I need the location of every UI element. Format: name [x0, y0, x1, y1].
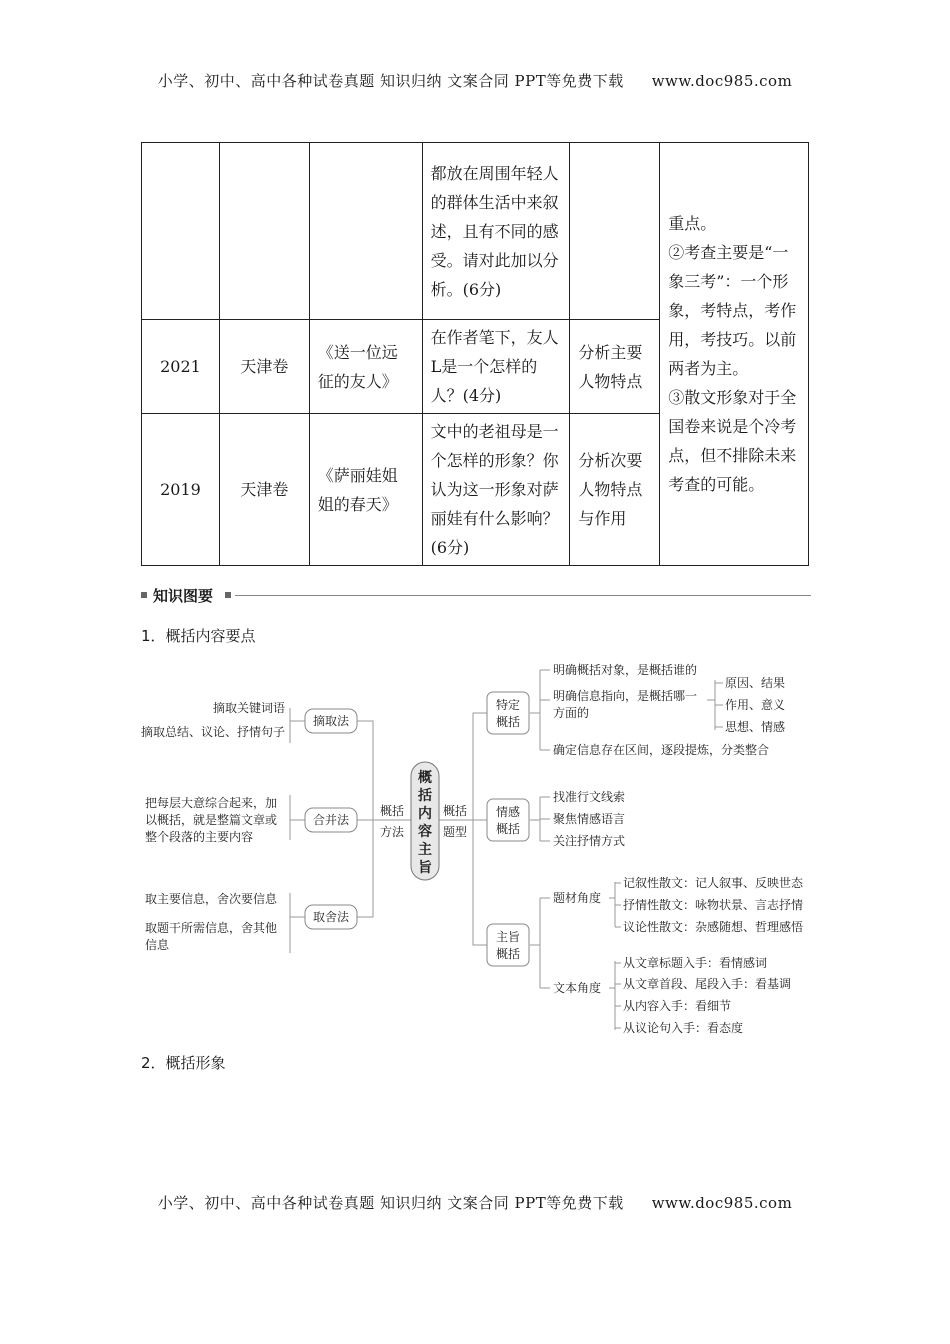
type-subitem-text: 思想、情感	[725, 720, 786, 734]
method-label: 概括	[379, 804, 405, 818]
type-label: 题型	[442, 825, 468, 839]
connector-line	[290, 893, 305, 953]
point-cell: 分析次要人物特点与作用	[570, 414, 660, 566]
connector-line	[609, 961, 621, 1030]
type-item-text: 明确信息指向，是概括哪一	[553, 689, 698, 703]
type-name: 概括	[495, 715, 521, 729]
section-divider	[235, 595, 811, 596]
heading-content-points: 1．概括内容要点	[141, 627, 256, 645]
type-subitem-text: 作用、意义	[725, 698, 786, 712]
method-name: 取舍法	[312, 910, 350, 924]
year-cell: 2019	[142, 414, 220, 566]
paper-cell: 天津卷	[219, 414, 309, 566]
type-name: 概括	[495, 822, 521, 836]
header-text: 小学、初中、高中各种试卷真题 知识归纳 文案合同 PPT等免费下载	[157, 72, 624, 90]
notes-cell	[660, 143, 809, 566]
method-item-text: 取主要信息，舍次要信息	[145, 892, 278, 906]
method-item-text: 整个段落的主要内容	[145, 830, 254, 844]
type-subitem-text: 从内容入手：看细节	[623, 999, 732, 1013]
type-item-text: 明确概括对象，是概括谁的	[553, 663, 698, 677]
mind-map	[135, 655, 815, 1045]
point-cell	[570, 143, 660, 320]
title-cell: 《萨丽娃姐姐的春天》	[309, 414, 422, 566]
center-char: 容	[418, 824, 432, 840]
connector-line	[530, 898, 550, 988]
type-subitem-text: 从文章首段、尾段入手：看基调	[623, 977, 792, 991]
type-name: 主旨	[495, 930, 521, 944]
heading-image: 2．概括形象	[141, 1054, 226, 1072]
type-sub-heading: 题材角度	[553, 891, 602, 905]
header-url[interactable]: www.doc985.com	[651, 72, 793, 90]
type-item-text: 方面的	[553, 706, 590, 720]
connector-line	[290, 795, 305, 840]
type-item-text: 找准行文线索	[553, 790, 626, 804]
point-cell: 分析主要人物特点	[570, 320, 660, 414]
question-cell: 都放在周围年轻人的群体生活中来叙述，且有不同的感受。请对此加以分析。(6分)	[422, 143, 570, 320]
connector-line	[707, 680, 723, 730]
method-item-text: 把每层大意综合起来，加	[145, 796, 278, 810]
method-item-text: 取题干所需信息，舍其他	[145, 921, 278, 935]
type-sub-heading: 文本角度	[553, 981, 602, 995]
type-label: 概括	[442, 804, 468, 818]
connector-line	[530, 797, 550, 841]
connector-line	[290, 708, 305, 743]
type-item-text: 确定信息存在区间，逐段提炼，分类整合	[553, 743, 770, 757]
type-item-text: 聚焦情感语言	[553, 812, 626, 826]
title-cell: 《送一位远征的友人》	[309, 320, 422, 414]
method-item-text: 以概括，就是整篇文章或	[145, 813, 278, 827]
paper-cell	[219, 143, 309, 320]
connector-line	[609, 882, 621, 927]
type-name: 概括	[495, 947, 521, 961]
type-subitem-text: 从议论句入手：看态度	[623, 1021, 744, 1035]
type-name: 特定	[495, 698, 521, 712]
footer-text: 小学、初中、高中各种试卷真题 知识归纳 文案合同 PPT等免费下载	[157, 1194, 624, 1212]
type-subitem-text: 抒情性散文：咏物状景、言志抒情	[623, 898, 804, 912]
title-cell	[309, 143, 422, 320]
paper-cell: 天津卷	[219, 320, 309, 414]
section-title: 知识图要	[153, 587, 214, 605]
question-cell: 文中的老祖母是一个怎样的形象？你认为这一形象对萨丽娃有什么影响？(6分)	[422, 414, 570, 566]
method-item-text: 摘取总结、议论、抒情句子	[140, 725, 285, 739]
type-subitem-text: 原因、结果	[725, 676, 786, 690]
center-char: 旨	[418, 860, 432, 876]
type-subitem-text: 记叙性散文：记人叙事、反映世态	[623, 876, 804, 890]
type-subitem-text: 从文章标题入手：看情感词	[623, 956, 768, 970]
type-item-text: 关注抒情方式	[553, 834, 626, 848]
method-item-text: 摘取关键词语	[212, 701, 285, 715]
exam-table	[141, 142, 809, 566]
notes-text: 重点。 ②考查主要是“一象三考”：一个形象，考特点，考作用，考技巧。以前两者为主。 ③散文形象对于全国卷来说是个冷考点，但不排除未来考查的可能。	[668, 214, 797, 494]
footer-url[interactable]: www.doc985.com	[651, 1194, 793, 1212]
type-name: 情感	[495, 805, 521, 819]
method-item-text: 信息	[145, 938, 170, 952]
type-subitem-text: 议论性散文：杂感随想、哲理感悟	[623, 920, 804, 934]
page-header	[0, 70, 950, 91]
section-square-icon	[225, 592, 231, 598]
center-char: 概	[418, 770, 432, 786]
connector-line	[357, 721, 411, 917]
section-square-icon	[141, 592, 147, 598]
center-char: 内	[418, 806, 432, 822]
method-label: 方法	[379, 825, 405, 839]
section-title-bar	[141, 585, 811, 607]
center-char: 括	[418, 788, 432, 804]
connector-line	[530, 670, 550, 750]
center-char: 主	[418, 842, 432, 858]
year-cell: 2021	[142, 320, 220, 414]
question-cell: 在作者笔下，友人L是一个怎样的人？(4分)	[422, 320, 570, 414]
method-name: 合并法	[312, 813, 350, 827]
table-row	[142, 143, 809, 320]
year-cell	[142, 143, 220, 320]
page-footer	[0, 1192, 950, 1213]
method-name: 摘取法	[312, 714, 350, 728]
